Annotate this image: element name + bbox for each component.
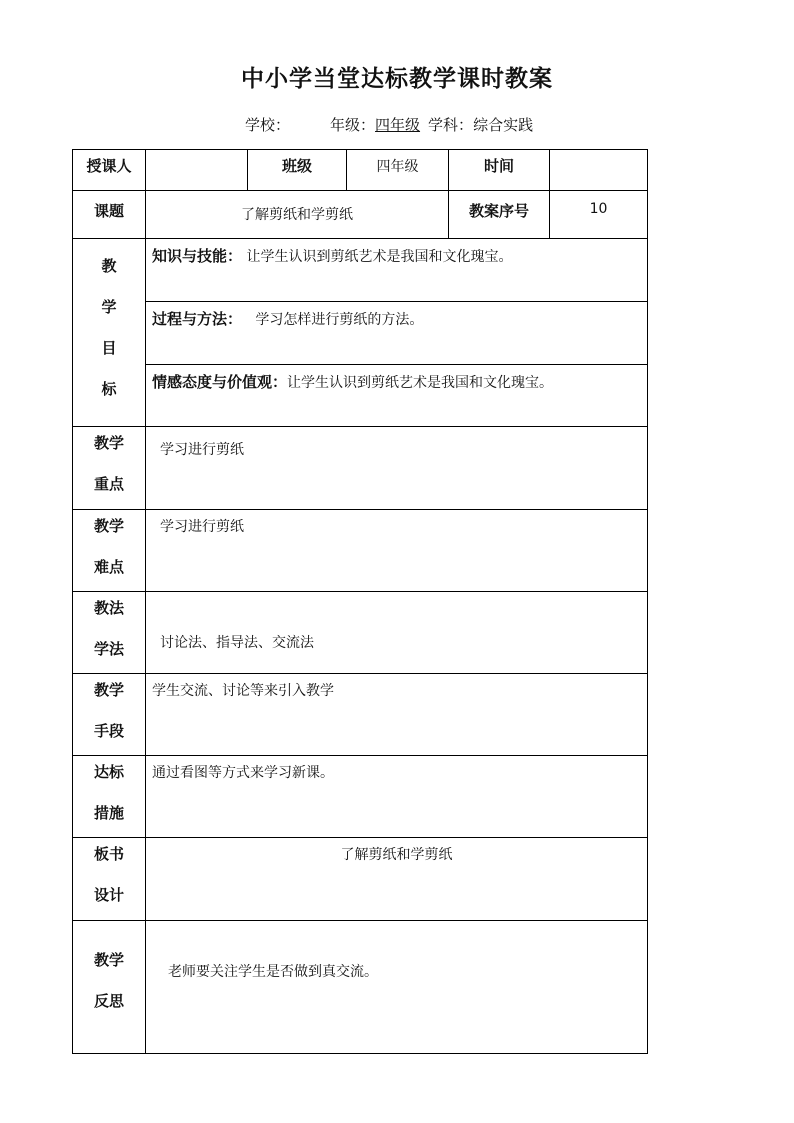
difficulties-label — [73, 509, 145, 591]
measures-label — [73, 755, 145, 837]
methods-label-line: 教法 — [93, 599, 124, 617]
lesson-seq-label: 教案序号 — [448, 190, 549, 238]
board-design-text: 了解剪纸和学剪纸 — [145, 837, 647, 920]
objectives-label-char: 目 — [101, 339, 117, 357]
key-points-text: 学习进行剪纸 — [160, 442, 244, 458]
board-design-label-line: 板书 — [93, 845, 124, 863]
school-label: 学校： — [245, 116, 291, 134]
topic-value: 了解剪纸和学剪纸 — [145, 190, 448, 238]
subject-label: 学科： — [428, 116, 474, 134]
difficulties-label-line: 难点 — [93, 558, 124, 576]
document-info-line — [245, 114, 533, 135]
grade-label: 年级： — [330, 116, 376, 134]
class-label: 班级 — [247, 150, 346, 190]
board-design-label-line: 设计 — [93, 886, 124, 904]
difficulties-text: 学习进行剪纸 — [160, 519, 244, 535]
objectives-label — [73, 238, 145, 426]
page-title: 中小学当堂达标教学课时教案 — [241, 66, 553, 92]
reflection-label — [73, 920, 145, 1053]
key-points-label-line: 重点 — [93, 475, 124, 493]
knowledge-skills-cell — [145, 238, 647, 301]
teacher-value — [145, 150, 247, 190]
methods-label-line: 学法 — [93, 640, 124, 658]
measures-label-line: 措施 — [93, 804, 124, 822]
reflection-text: 老师要关注学生是否做到真交流。 — [168, 964, 378, 980]
key-points-cell — [145, 426, 647, 509]
means-text: 学生交流、讨论等来引入教学 — [152, 683, 334, 699]
difficulties-label-line: 教学 — [93, 517, 124, 535]
measures-label-line: 达标 — [93, 763, 124, 781]
means-label-line: 教学 — [93, 681, 124, 699]
difficulties-cell — [145, 509, 647, 591]
emotion-values-cell — [145, 364, 647, 426]
reflection-label-line: 反思 — [93, 992, 124, 1010]
emotion-values-text: 让学生认识到剪纸艺术是我国和文化瑰宝。 — [287, 375, 554, 391]
teacher-label: 授课人 — [86, 157, 132, 175]
class-value: 四年级 — [346, 150, 448, 190]
lesson-plan-table — [72, 149, 648, 1054]
methods-label — [73, 591, 145, 673]
key-points-label-line: 教学 — [93, 434, 124, 452]
objectives-label-char: 标 — [101, 380, 117, 398]
measures-cell — [145, 755, 647, 837]
key-points-label — [73, 426, 145, 509]
lesson-seq-value: 10 — [549, 190, 647, 238]
emotion-values-label: 情感态度与价值观： — [152, 373, 288, 391]
means-label — [73, 673, 145, 755]
time-label: 时间 — [448, 150, 549, 190]
process-methods-cell — [145, 301, 647, 364]
topic-label: 课题 — [73, 190, 145, 238]
methods-cell — [145, 591, 647, 673]
process-methods-text: 学习怎样进行剪纸的方法。 — [255, 312, 424, 328]
grade-value: 四年级 — [375, 116, 421, 134]
reflection-label-line: 教学 — [93, 951, 124, 969]
means-label-line: 手段 — [93, 722, 124, 740]
time-value — [549, 150, 647, 190]
reflection-cell — [145, 920, 647, 1053]
measures-text: 通过看图等方式来学习新课。 — [152, 765, 334, 781]
methods-text: 讨论法、指导法、交流法 — [160, 635, 314, 651]
board-design-label — [73, 837, 145, 920]
subject-value: 综合实践 — [473, 116, 534, 134]
means-cell — [145, 673, 647, 755]
objectives-label-char: 学 — [101, 298, 117, 316]
knowledge-skills-label: 知识与技能： — [152, 247, 243, 265]
objectives-label-char: 教 — [101, 257, 117, 275]
knowledge-skills-text: 让学生认识到剪纸艺术是我国和文化瑰宝。 — [246, 249, 513, 265]
process-methods-label: 过程与方法： — [152, 310, 243, 328]
